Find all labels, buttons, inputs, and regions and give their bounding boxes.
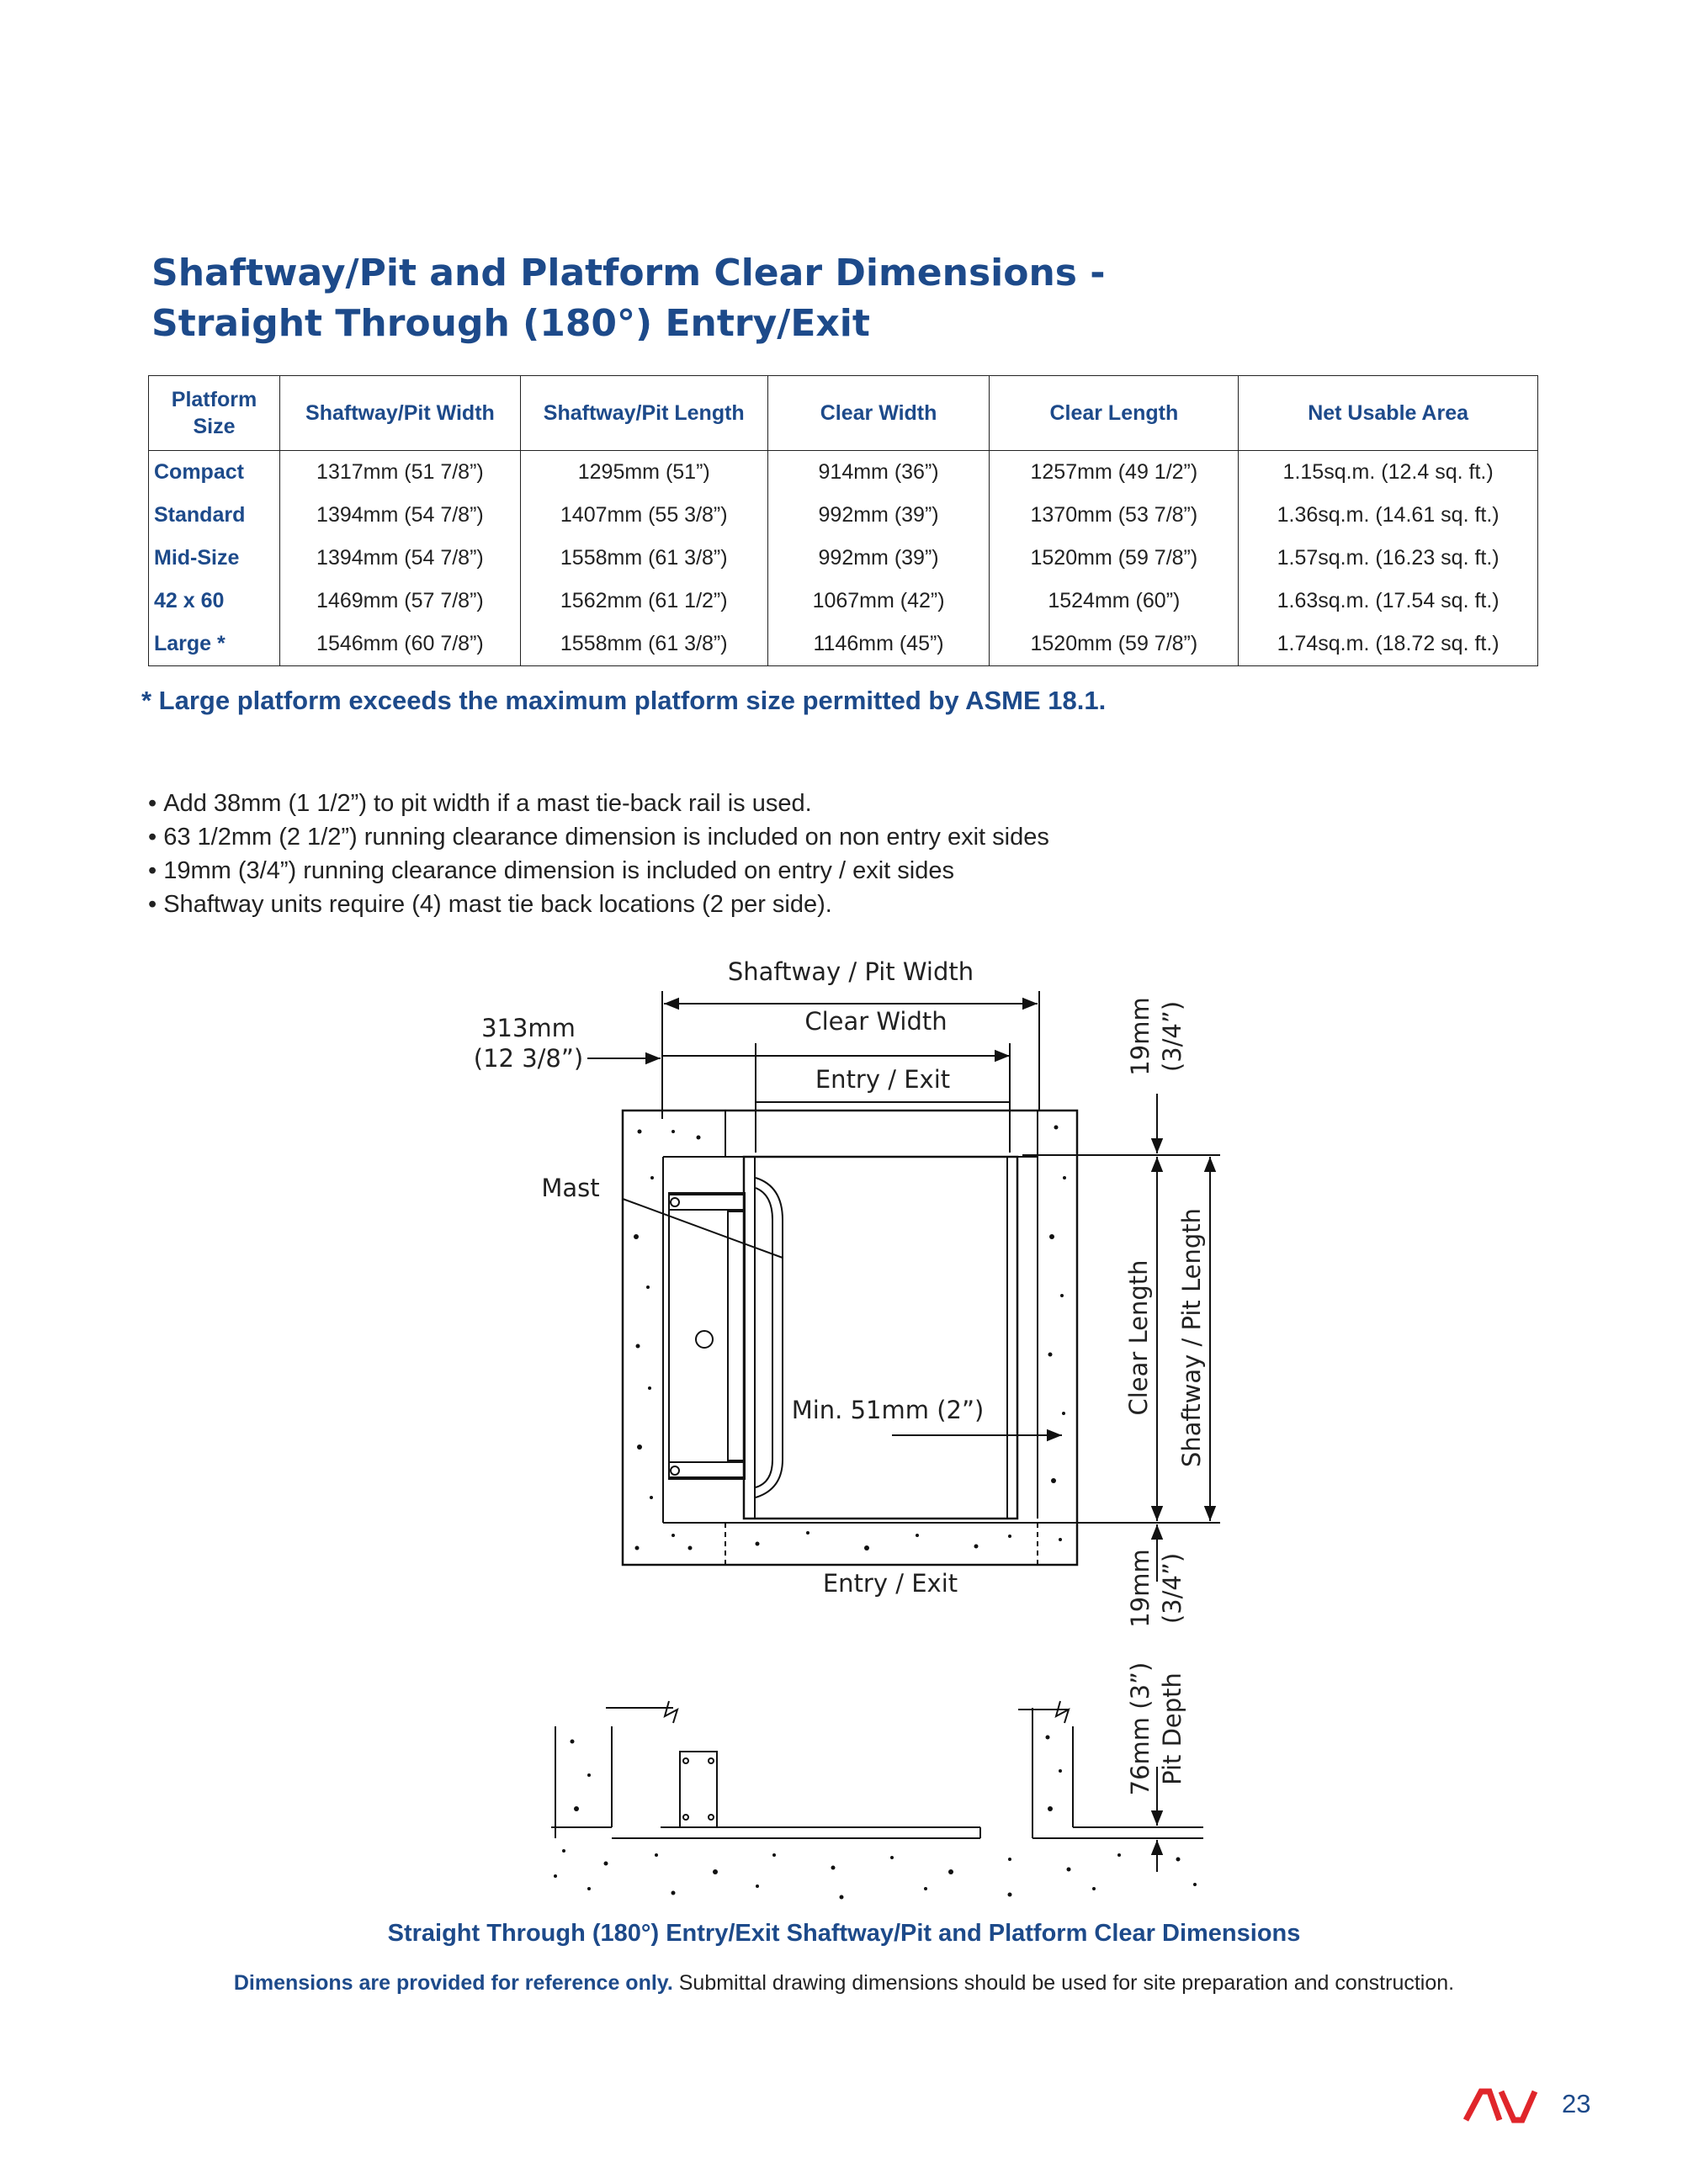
list-item: • Shaftway units require (4) mast tie back locations (2 per side). bbox=[148, 888, 1049, 921]
label-pit-width: Shaftway / Pit Width bbox=[727, 957, 974, 986]
label-top-gap-mm: 19mm bbox=[1126, 997, 1155, 1076]
col-header-clear-length: Clear Length bbox=[990, 376, 1239, 451]
label-top-gap-in: (3/4”) bbox=[1158, 1000, 1186, 1073]
pit-section-view bbox=[551, 1701, 1203, 1872]
cell-clear-length: 1524mm (60”) bbox=[990, 580, 1239, 623]
cell-size: Mid-Size bbox=[149, 537, 280, 580]
label-bottom-gap-in: (3/4”) bbox=[1158, 1552, 1186, 1625]
cell-area: 1.36sq.m. (14.61 sq. ft.) bbox=[1239, 494, 1538, 537]
label-clear-length: Clear Length bbox=[1124, 1259, 1153, 1416]
cell-pit-length: 1295mm (51”) bbox=[520, 451, 767, 495]
cell-clear-length: 1520mm (59 7/8”) bbox=[990, 537, 1239, 580]
cell-clear-length: 1257mm (49 1/2”) bbox=[990, 451, 1239, 495]
figure-caption: Straight Through (180°) Entry/Exit Shaftway/Pit and Platform Clear Dimensions bbox=[387, 1920, 1301, 1947]
list-item: • 19mm (3/4”) running clearance dimension is included on entry / exit sides bbox=[148, 854, 1049, 888]
cell-clear-width: 1067mm (42”) bbox=[767, 580, 990, 623]
cell-pit-length: 1558mm (61 3/8”) bbox=[520, 623, 767, 666]
cell-pit-length: 1562mm (61 1/2”) bbox=[520, 580, 767, 623]
concrete-texture bbox=[554, 1126, 1197, 1900]
cell-pit-width: 1469mm (57 7/8”) bbox=[279, 580, 520, 623]
label-entry-exit-top: Entry / Exit bbox=[815, 1065, 951, 1094]
label-offset-mm: 313mm bbox=[481, 1014, 576, 1042]
pit-outline bbox=[623, 1111, 1077, 1565]
col-header-clear-width: Clear Width bbox=[767, 376, 990, 451]
col-header-pit-width: Shaftway/Pit Width bbox=[279, 376, 520, 451]
cell-pit-width: 1317mm (51 7/8”) bbox=[279, 451, 520, 495]
platform bbox=[744, 1157, 1017, 1519]
cell-size: Standard bbox=[149, 494, 280, 537]
label-mast: Mast bbox=[541, 1174, 600, 1202]
label-pit-depth: Pit Depth bbox=[1158, 1672, 1186, 1785]
col-header-platform-size: Platform Size bbox=[149, 376, 280, 451]
list-item: • Add 38mm (1 1/2”) to pit width if a mast tie-back rail is used. bbox=[148, 787, 1049, 820]
cell-size: 42 x 60 bbox=[149, 580, 280, 623]
cell-pit-width: 1546mm (60 7/8”) bbox=[279, 623, 520, 666]
asme-note: * Large platform exceeds the maximum platform size permitted by ASME 18.1. bbox=[141, 686, 1107, 715]
label-offset-in: (12 3/8”) bbox=[473, 1044, 584, 1073]
label-pit-length: Shaftway / Pit Length bbox=[1177, 1207, 1206, 1468]
label-clear-width: Clear Width bbox=[804, 1007, 948, 1036]
av-logo bbox=[1462, 2086, 1538, 2123]
cell-clear-width: 992mm (39”) bbox=[767, 537, 990, 580]
cell-clear-width: 1146mm (45”) bbox=[767, 623, 990, 666]
cell-pit-length: 1407mm (55 3/8”) bbox=[520, 494, 767, 537]
cell-clear-length: 1520mm (59 7/8”) bbox=[990, 623, 1239, 666]
label-min-clearance: Min. 51mm (2”) bbox=[791, 1396, 985, 1424]
col-header-pit-length: Shaftway/Pit Length bbox=[520, 376, 767, 451]
mast bbox=[669, 1193, 745, 1479]
cell-pit-width: 1394mm (54 7/8”) bbox=[279, 494, 520, 537]
disclaimer-rest: Submittal drawing dimensions should be used for site preparation and construction. bbox=[672, 1971, 1455, 1995]
cell-clear-width: 992mm (39”) bbox=[767, 494, 990, 537]
page-number: 23 bbox=[1562, 2089, 1591, 2118]
cell-size: Compact bbox=[149, 451, 280, 495]
cell-area: 1.74sq.m. (18.72 sq. ft.) bbox=[1239, 623, 1538, 666]
cell-area: 1.63sq.m. (17.54 sq. ft.) bbox=[1239, 580, 1538, 623]
mast-leader bbox=[623, 1199, 783, 1258]
cell-area: 1.57sq.m. (16.23 sq. ft.) bbox=[1239, 537, 1538, 580]
disclaimer bbox=[0, 1971, 1688, 1996]
disclaimer-lead: Dimensions are provided for reference only. bbox=[233, 1971, 673, 1995]
cell-clear-length: 1370mm (53 7/8”) bbox=[990, 494, 1239, 537]
cell-pit-width: 1394mm (54 7/8”) bbox=[279, 537, 520, 580]
cell-size: Large * bbox=[149, 623, 280, 666]
label-entry-exit-bottom: Entry / Exit bbox=[822, 1569, 958, 1598]
cell-area: 1.15sq.m. (12.4 sq. ft.) bbox=[1239, 451, 1538, 495]
title-line-2: Straight Through (180°) Entry/Exit bbox=[151, 302, 870, 345]
label-bottom-gap-mm: 19mm bbox=[1126, 1549, 1155, 1628]
col-header-net-area: Net Usable Area bbox=[1239, 376, 1538, 451]
label-pit-depth-value: 76mm (3”) bbox=[1126, 1662, 1155, 1796]
title-line-1: Shaftway/Pit and Platform Clear Dimensions - bbox=[151, 252, 1106, 294]
cell-pit-length: 1558mm (61 3/8”) bbox=[520, 537, 767, 580]
cell-clear-width: 914mm (36”) bbox=[767, 451, 990, 495]
list-item: • 63 1/2mm (2 1/2”) running clearance dimension is included on non entry exit sides bbox=[148, 820, 1049, 854]
